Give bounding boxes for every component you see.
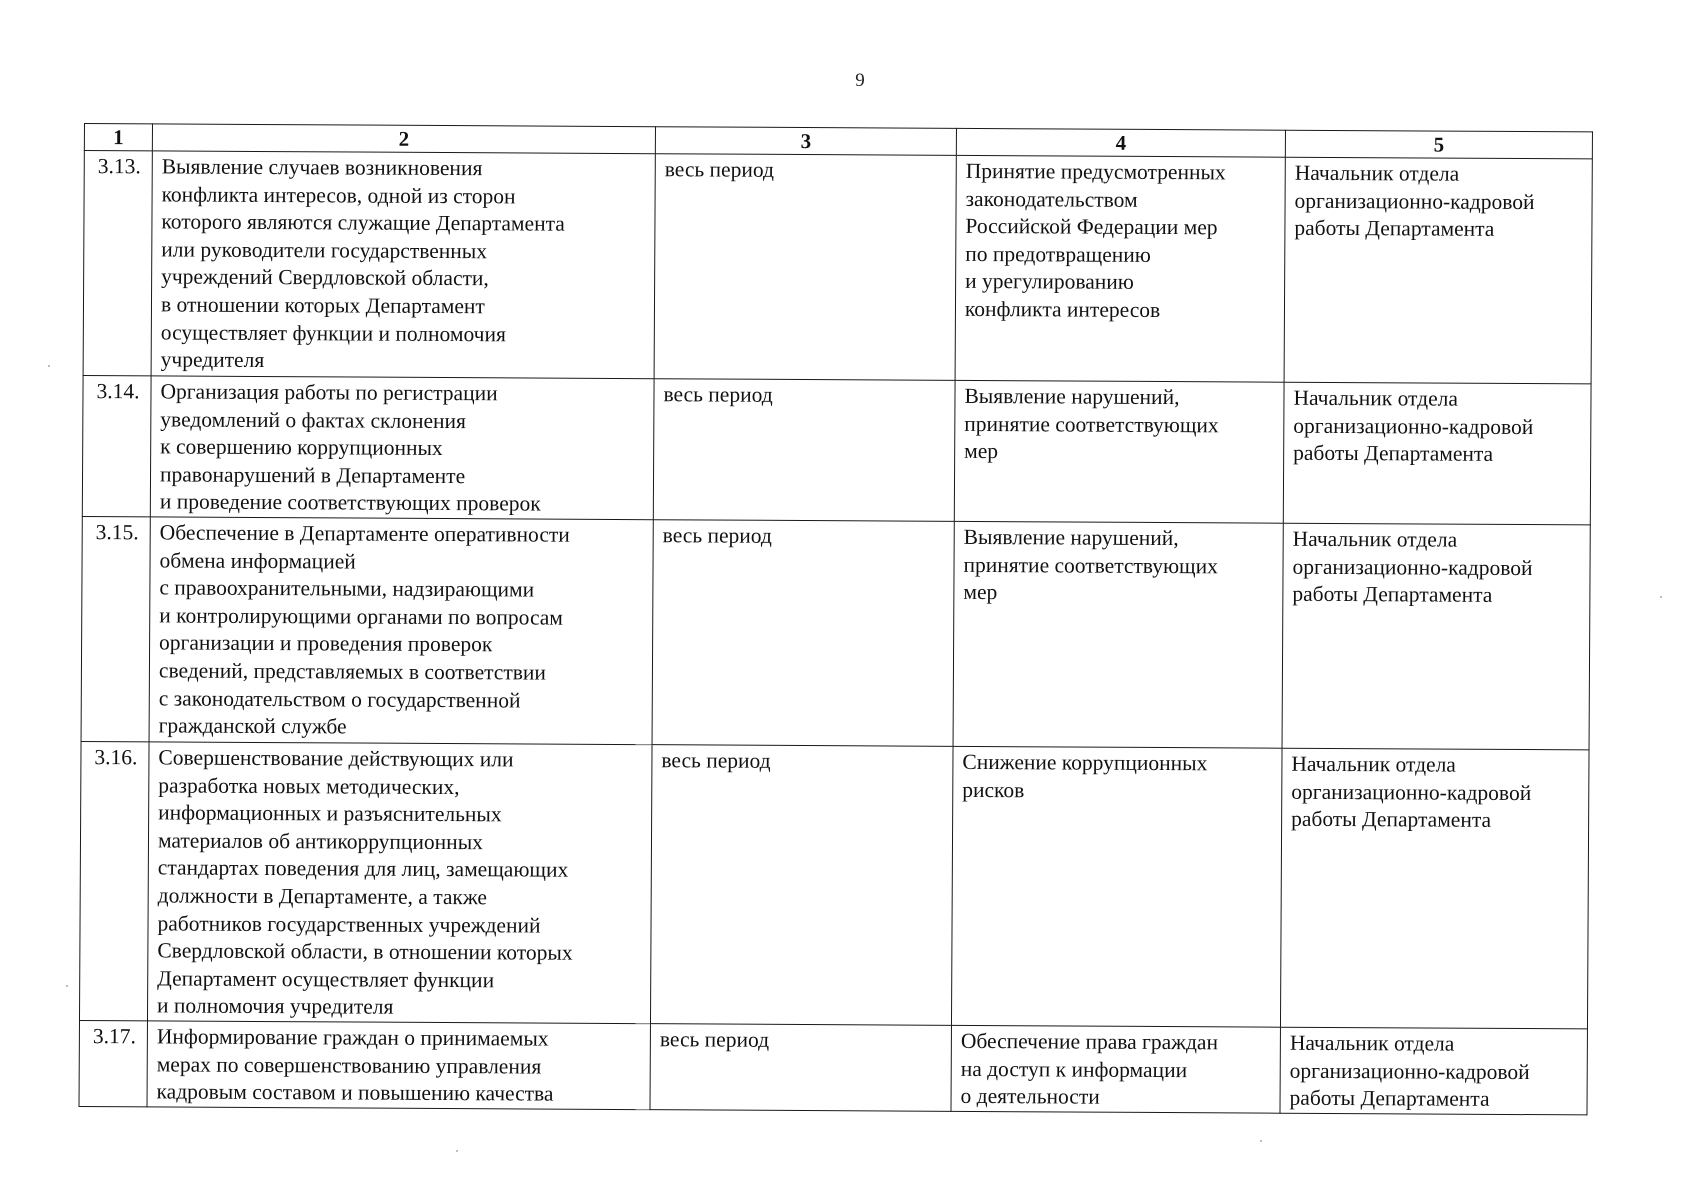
result-cell: Выявление нарушений, принятие соответствующих мер [954, 380, 1284, 523]
result-cell: Принятие предусмотренных законодательством Российской Федерации мер по предотвращению и урегулированию конфликта интересов [955, 155, 1285, 382]
result-cell: Выявление нарушений, принятие соответствующих мер [953, 521, 1283, 748]
page-number: 9 [855, 70, 865, 91]
row-number: 3.14. [82, 375, 151, 516]
result-cell: Снижение коррупционных рисков [951, 746, 1282, 1027]
result-cell: Обеспечение права граждан на доступ к информации о деятельности [951, 1025, 1280, 1113]
period-cell: весь период [650, 1024, 951, 1111]
table-row [83, 151, 1592, 384]
action-cell: Обеспечение в Департаменте оперативности обмена информацией с правоохранительными, надзирающими и контролирующими органами по вопросам организации и проведения проверок сведений, представляемых в соответствии с законодательством о государственной гражданской службе [149, 517, 653, 745]
table-row [79, 1020, 1587, 1114]
column-header-3: 3 [655, 127, 956, 156]
row-number: 3.16. [79, 741, 149, 1020]
table-row [79, 741, 1589, 1028]
action-cell: Выявление случаев возникновения конфликта интересов, одной из сторон которого являются служащие Департамента или руководители государственных учреждений Свердловской области, в отношении которых Департамент осуществляет функции и полномочия учредителя [151, 151, 655, 379]
period-cell: весь период [653, 379, 955, 522]
responsible-cell: Начальник отдела организационно-кадровой работы Департамента [1280, 748, 1589, 1029]
action-cell: Организация работы по регистрации уведомлений о фактах склонения к совершению коррупционных правонарушений в Департаменте и проведение соответствующих проверок [150, 376, 654, 520]
scan-speck [456, 1150, 458, 1152]
column-header-2: 2 [152, 124, 655, 154]
column-header-1: 1 [84, 124, 152, 151]
responsible-cell: Начальник отдела организационно-кадровой работы Департамента [1284, 157, 1592, 384]
table-row [81, 516, 1590, 749]
action-cell: Информирование граждан о принимаемых мерах по совершенствованию управления кадровым составом и повышению качества [147, 1021, 650, 1110]
scan-speck [1260, 1140, 1262, 1142]
column-header-4: 4 [956, 128, 1285, 157]
column-header-5: 5 [1285, 130, 1592, 159]
period-cell: весь период [654, 154, 956, 381]
period-cell: весь период [650, 745, 953, 1026]
row-number: 3.13. [83, 151, 152, 376]
scan-speck [1660, 596, 1662, 598]
plan-table [79, 123, 1593, 1115]
responsible-cell: Начальник отдела организационно-кадровой работы Департамента [1280, 1027, 1587, 1114]
row-number: 3.17. [79, 1020, 147, 1106]
action-cell: Совершенствование действующих или разработка новых методических, информационных и разъяснительных материалов об антикоррупционных стандартах поведения для лиц, замещающих должности в Департаменте, а также работников государственных учреждений Свердловской области, в отношении которых Департамент осуществляет функции и полномочия учредителя [147, 742, 652, 1024]
scan-speck [66, 985, 68, 987]
row-number: 3.15. [81, 516, 150, 741]
period-cell: весь период [652, 520, 954, 747]
responsible-cell: Начальник отдела организационно-кадровой работы Департамента [1282, 523, 1590, 750]
scan-speck [48, 365, 50, 367]
table-row [82, 375, 1591, 524]
responsible-cell: Начальник отдела организационно-кадровой работы Департамента [1283, 382, 1591, 525]
